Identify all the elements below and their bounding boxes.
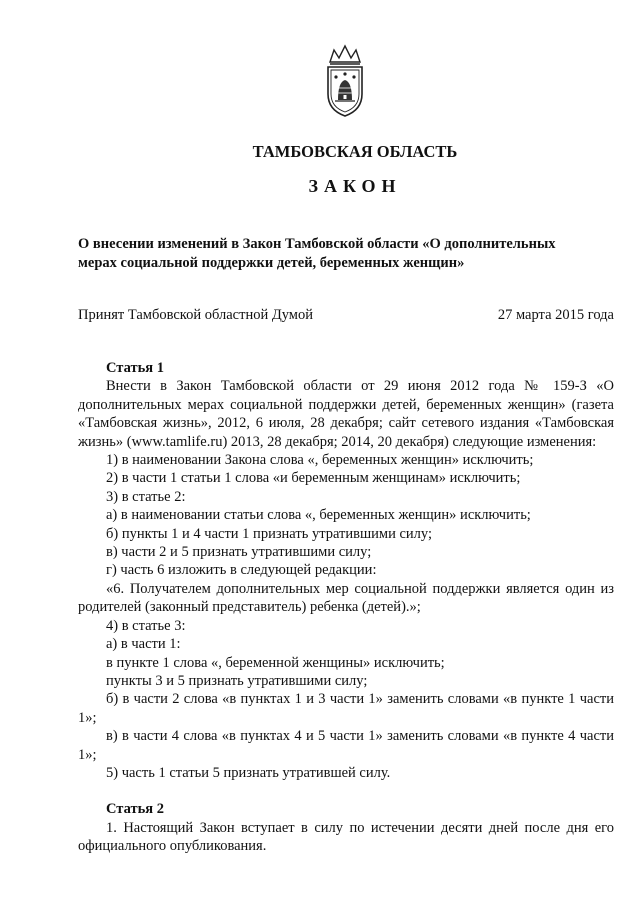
article-1-item: 1) в наименовании Закона слова «, беременных женщин» исключить; bbox=[106, 452, 534, 469]
article-1-item: 2) в части 1 статьи 1 слова «и беременным женщинам» исключить; bbox=[106, 470, 521, 487]
article-1-item: пункты 3 и 5 признать утратившими силу; bbox=[106, 672, 368, 689]
article-2-text: 1. Настоящий Закон вступает в силу по истечении десяти дней после дня его официального опубликования. bbox=[78, 819, 614, 855]
region-title: ТАМБОВСКАЯ ОБЛАСТЬ bbox=[252, 142, 458, 161]
spacer bbox=[78, 782, 614, 800]
article-1-item: а) в наименовании статьи слова «, беременных женщин» исключить; bbox=[106, 507, 531, 524]
article-1-title: Статья 1 bbox=[106, 360, 164, 376]
article-2-title: Статья 2 bbox=[106, 801, 164, 818]
article-1-quote: «6. Получателем дополнительных мер социальной поддержки является один из родителей (законный представитель) ребенка (детей).»; bbox=[78, 580, 614, 616]
article-1-item: г) часть 6 изложить в следующей редакции: bbox=[106, 562, 377, 579]
article-1-item-b: б) в части 2 слова «в пунктах 1 и 3 части 1» заменить словами «в пункте 1 части 1»; bbox=[78, 691, 614, 726]
article-1-item-5: 5) часть 1 статьи 5 признать утратившей силу. bbox=[106, 764, 391, 781]
law-subject bbox=[78, 235, 614, 273]
adopted-by: Принят Тамбовской областной Думой bbox=[78, 307, 313, 323]
article-1-item: б) пункты 1 и 4 части 1 признать утратившими силу; bbox=[106, 525, 432, 542]
law-body bbox=[78, 359, 614, 856]
article-1-item: 3) в статье 2: bbox=[106, 488, 186, 505]
article-1-item: в пункте 1 слова «, беременной женщины» исключить; bbox=[106, 654, 445, 671]
article-1-item-v: в) в части 4 слова «в пунктах 4 и 5 части 1» заменить словами «в пункте 4 части 1»; bbox=[78, 728, 614, 763]
document-type-title: ЗАКОН bbox=[308, 176, 402, 196]
adoption-date: 27 марта 2015 года bbox=[497, 307, 614, 323]
article-1-item: в) части 2 и 5 признать утратившими силу; bbox=[106, 544, 372, 561]
article-1-item: а) в части 1: bbox=[106, 636, 181, 653]
coat-of-arms-icon bbox=[322, 44, 368, 118]
subject-line-2: мерах социальной поддержки детей, беременных женщин» bbox=[78, 255, 465, 271]
article-1-item: 4) в статье 3: bbox=[106, 617, 186, 634]
article-1-intro: Внести в Закон Тамбовской области от 29 июня 2012 года № 159-З «О дополнительных мерах социальной поддержки детей, беременных женщин» (газета «Тамбовская жизнь», 2012, 6 июля, 28 декабря; сайт сетевого издания «Тамбовская жизнь» (www.tamlife.ru) 2013, 28 декабря; 2014, 20 декабря) следующие изменения: bbox=[78, 378, 614, 450]
subject-line-1: О внесении изменений в Закон Тамбовской области «О дополнительных bbox=[78, 236, 556, 252]
adoption-line bbox=[78, 306, 614, 325]
